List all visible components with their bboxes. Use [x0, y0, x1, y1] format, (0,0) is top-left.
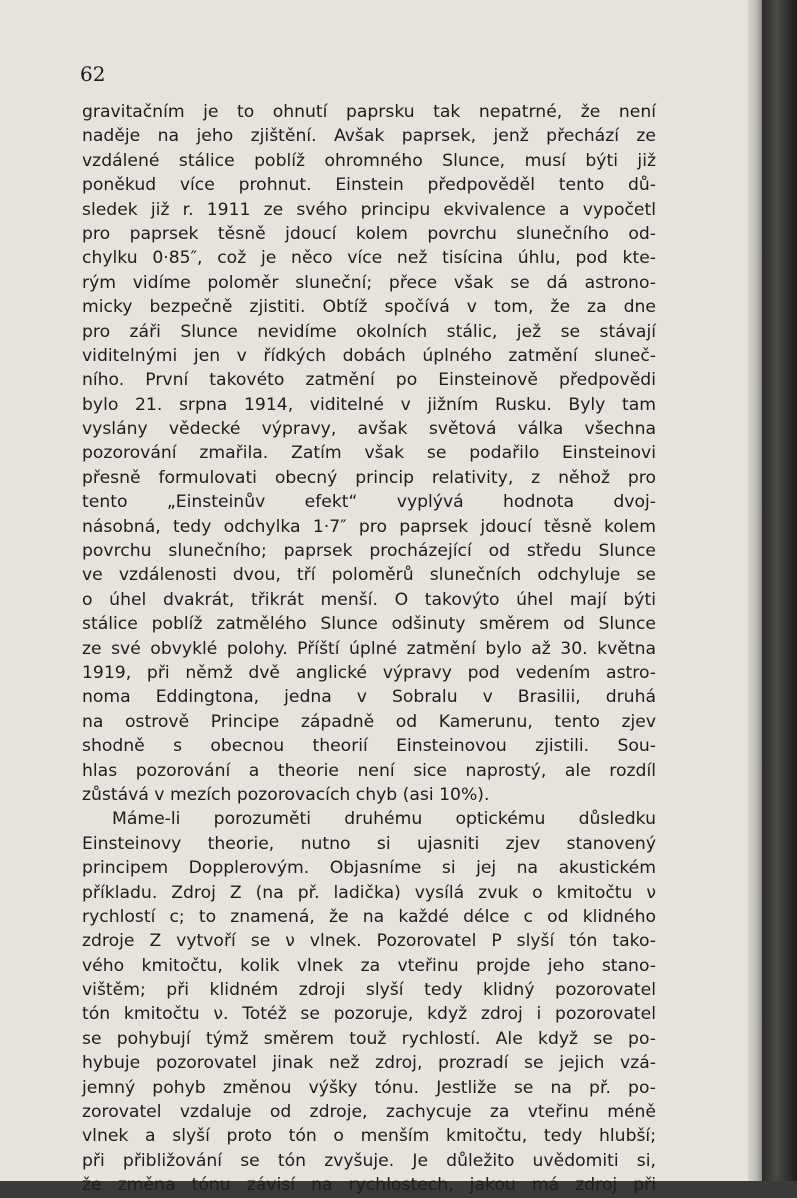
text-line: 1919, při němž dvě anglické výpravy pod vedením astro- [82, 662, 656, 683]
text-line: bylo 21. srpna 1914, viditelné v jižním Rusku. Byly tam [82, 394, 656, 415]
text-line: ního. První takovéto zatmění po Einsteinově předpovědi [82, 370, 656, 391]
text-line: příkladu. Zdroj Z (na př. ladička) vysílá zvuk o kmitočtu ν [82, 882, 656, 903]
text-line: gravitačním je to ohnutí paprsku tak nepatrné, že není [82, 102, 656, 122]
text-line: zůstává v mezích pozorovacích chyb (asi 10%). [82, 784, 490, 805]
text-line: micky bezpečně zjistiti. Obtíž spočívá v tom, že za dne [82, 297, 656, 318]
text-line: o úhel dvakrát, třikrát menší. O takovýto úhel mají býti [82, 589, 656, 610]
text-line: poněkud více prohnut. Einstein předpověděl tento dů- [82, 175, 656, 196]
page-edge [748, 0, 762, 1181]
text-line: povrchu slunečního; paprsek procházející od středu Slunce [82, 541, 656, 562]
text-line: pro záři Slunce nevidíme okolních stálic, jež se stávají [82, 321, 656, 342]
text-line: tento „Einsteinův efekt“ vyplývá hodnota dvoj- [82, 492, 656, 513]
text-line: zorovatel vzdaluje od zdroje, zachycuje za vteřinu méně [82, 1102, 656, 1123]
text-line: pro paprsek těsně jdoucí kolem povrchu slunečního od- [82, 223, 656, 244]
text-line: principem Dopplerovým. Objasníme si jej na akustickém [82, 858, 656, 879]
text-line: se pohybují týmž směrem touž rychlostí. Ale když se po- [82, 1028, 656, 1049]
text-line: viditelnými jen v řídkých dobách úplného zatmění sluneč- [82, 345, 656, 366]
text-line: vého kmitočtu, kolik vlnek za vteřinu projde jeho stano- [82, 955, 656, 976]
text-line: násobná, tedy odchylka 1·7″ pro paprsek jdoucí těsně kolem [82, 516, 656, 537]
text-line: hybuje pozorovatel jinak než zdroj, prozradí se jejich vzá- [82, 1053, 656, 1074]
text-line: při přibližování se tón zvyšuje. Je důležito uvědomiti si, [82, 1150, 656, 1171]
text-line: rychlostí c; to znamená, že na každé délce c od klidného [82, 906, 656, 927]
text-line: vzdálené stálice poblíž ohromného Slunce, musí býti již [82, 150, 656, 171]
text-line: že změna tónu závisí na rychlostech, jakou má zdroj při [82, 1175, 656, 1196]
text-line: ze své obvyklé polohy. Příští úplné zatmění bylo až 30. května [82, 638, 656, 659]
text-line: sledek již r. 1911 ze svého principu ekvivalence a vypočetl [82, 199, 656, 220]
text-line: noma Eddingtona, jedna v Sobralu v Brasilii, druhá [82, 687, 656, 708]
text-line: hlas pozorování a theorie není sice naprostý, ale rozdíl [82, 760, 656, 781]
text-line: naděje na jeho zjištění. Avšak paprsek, jenž přechází ze [82, 126, 656, 147]
text-line: chylku 0·85″, což je něco více než tisícina úhlu, pod kte- [82, 248, 656, 269]
text-line: jemný pohyb změnou výšky tónu. Jestliže se na př. po- [82, 1077, 656, 1098]
text-line: přesně formulovati obecný princip relativity, z něhož pro [82, 467, 656, 488]
text-line: Máme-li porozuměti druhému optickému důsledku [112, 809, 656, 830]
text-line: stálice poblíž zatmělého Slunce odšinuty směrem od Slunce [82, 614, 656, 635]
text-line: vlnek a slyší proto tón o menším kmitočtu, tedy hlubší; [82, 1126, 656, 1147]
text-line: na ostrově Principe západně od Kamerunu, tento zjev [82, 711, 656, 732]
text-line: vištěm; při klidném zdroji slyší tedy klidný pozorovatel [82, 980, 656, 1001]
text-line: vyslány vědecké výpravy, avšak světová válka všechna [82, 419, 656, 440]
text-line: rým vidíme poloměr sluneční; přece však se dá astrono- [82, 272, 656, 293]
text-line: zdroje Z vytvoří se ν vlnek. Pozorovatel P slyší tón tako- [82, 931, 656, 952]
text-line: Einsteinovy theorie, nutno si ujasniti zjev stanovený [82, 833, 656, 854]
text-line: tón kmitočtu ν. Totéž se pozoruje, když zdroj i pozorovatel [82, 1004, 656, 1025]
page-number: 62 [80, 62, 106, 86]
body-text [82, 100, 656, 1198]
text-line: shodně s obecnou theorií Einsteinovou zjistili. Sou- [82, 736, 656, 757]
dark-backdrop [762, 0, 797, 1181]
text-line: ve vzdálenosti dvou, tří poloměrů slunečních odchyluje se [82, 565, 656, 586]
text-line: pozorování zmařila. Zatím však se podařilo Einsteinovi [82, 443, 656, 464]
